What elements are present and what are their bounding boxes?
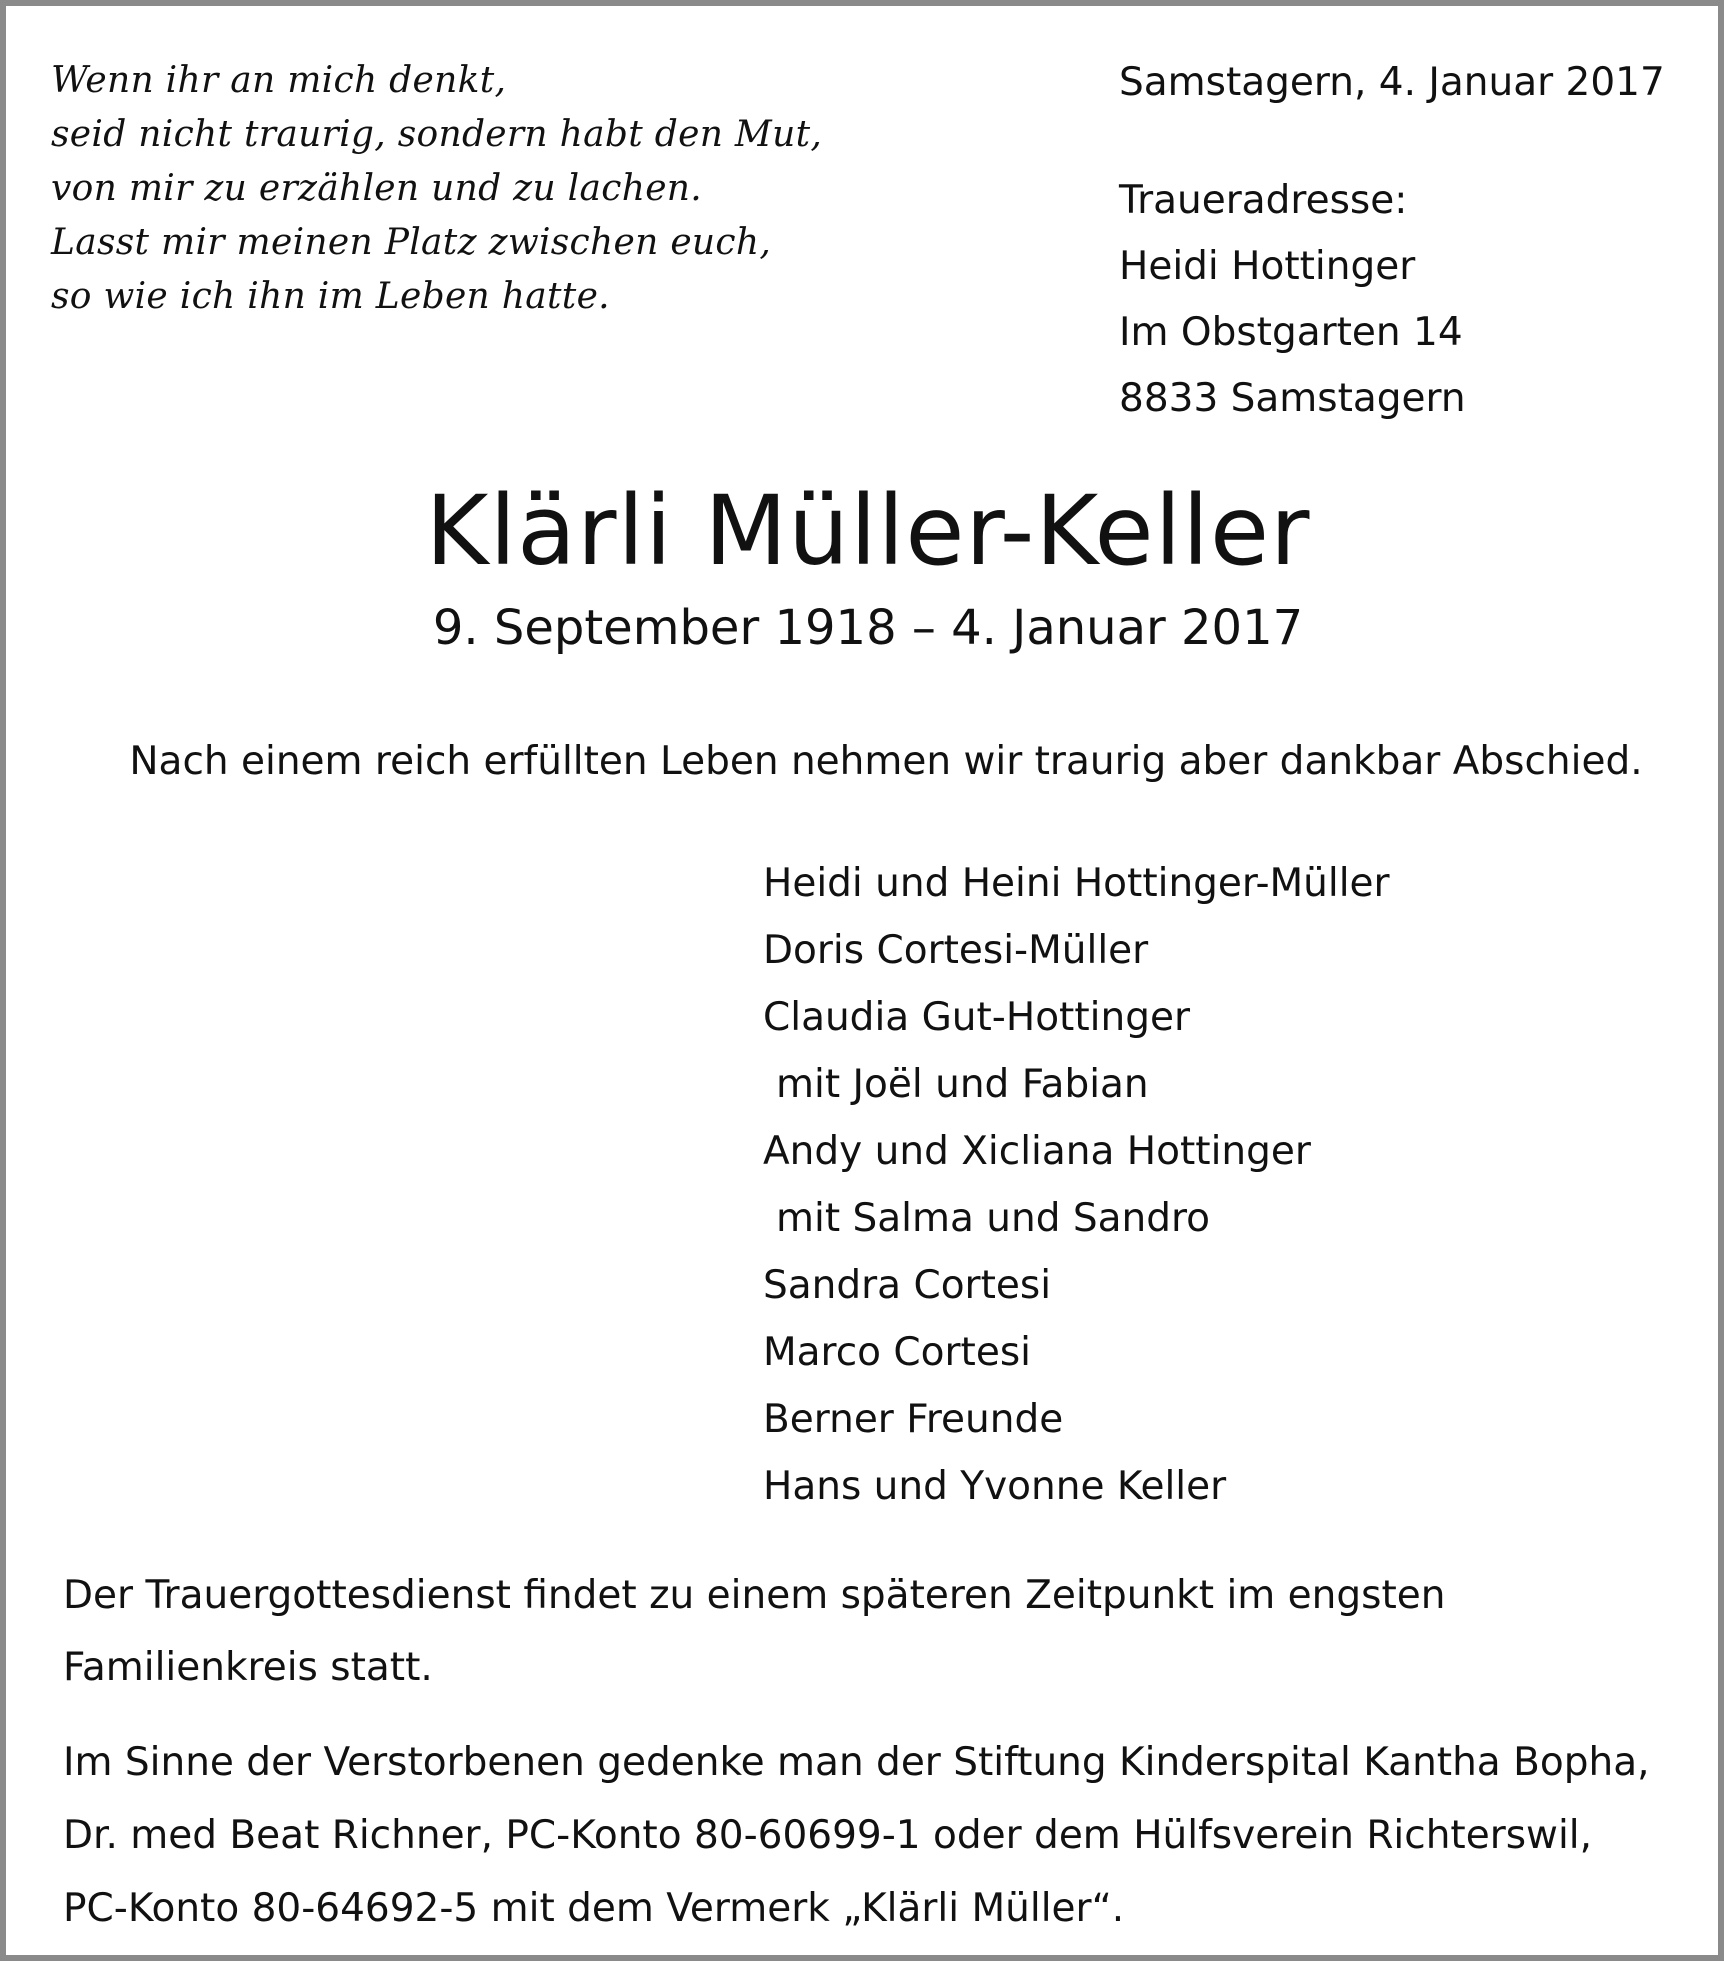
mourners-list [763,850,1390,1520]
poem-line: so wie ich ihn im Leben hatte. [51,276,610,317]
mourner: Hans und Yvonne Keller [763,1464,1227,1509]
mourner: Doris Cortesi-Müller [763,928,1149,973]
address-label: Traueradresse: [1119,178,1408,223]
address-line: Heidi Hottinger [1119,244,1416,289]
poem-line: seid nicht traurig, sondern habt den Mut, [51,114,823,155]
address-line: Im Obstgarten 14 [1119,310,1463,355]
mourner: Berner Freunde [763,1397,1064,1442]
donation-notice [63,1726,1683,1945]
poem-line: Wenn ihr an mich denkt, [51,60,507,101]
mourner: mit Joël und Fabian [776,1062,1149,1107]
farewell-text: Nach einem reich erfüllten Leben nehmen wir traurig aber dankbar Abschied. [129,739,1643,784]
address-line: 8833 Samstagern [1119,376,1466,421]
poem-line: Lasst mir meinen Platz zwischen euch, [51,222,772,263]
poem-line: von mir zu erzählen und zu lachen. [51,168,703,209]
mourner: Marco Cortesi [763,1330,1031,1375]
deceased-name: Klärli Müller-Keller [425,475,1311,587]
mourner: Sandra Cortesi [763,1263,1052,1308]
donation-line: Im Sinne der Verstorbenen gedenke man der Stiftung Kinderspital Kantha Bopha, [63,1740,1650,1785]
place-date: Samstagern, 4. Januar 2017 [1119,60,1665,105]
mourning-address [1119,168,1466,432]
mourner: Andy und Xicliana Hottinger [763,1129,1311,1174]
mourner: mit Salma und Sandro [776,1196,1211,1241]
donation-line: PC-Konto 80-64692-5 mit dem Vermerk „Klärli Müller“. [63,1886,1125,1931]
funeral-notice: Der Trauergottesdienst findet zu einem späteren Zeitpunkt im engsten Familienkreis statt. [63,1573,1446,1690]
donation-line: Dr. med Beat Richner, PC-Konto 80-60699-1 oder dem Hülfsverein Richterswil, [63,1813,1593,1858]
mourner: Heidi und Heini Hottinger-Müller [763,861,1390,906]
poem [51,54,1051,324]
life-dates: 9. September 1918 – 4. Januar 2017 [432,600,1304,656]
mourner: Claudia Gut-Hottinger [763,995,1190,1040]
